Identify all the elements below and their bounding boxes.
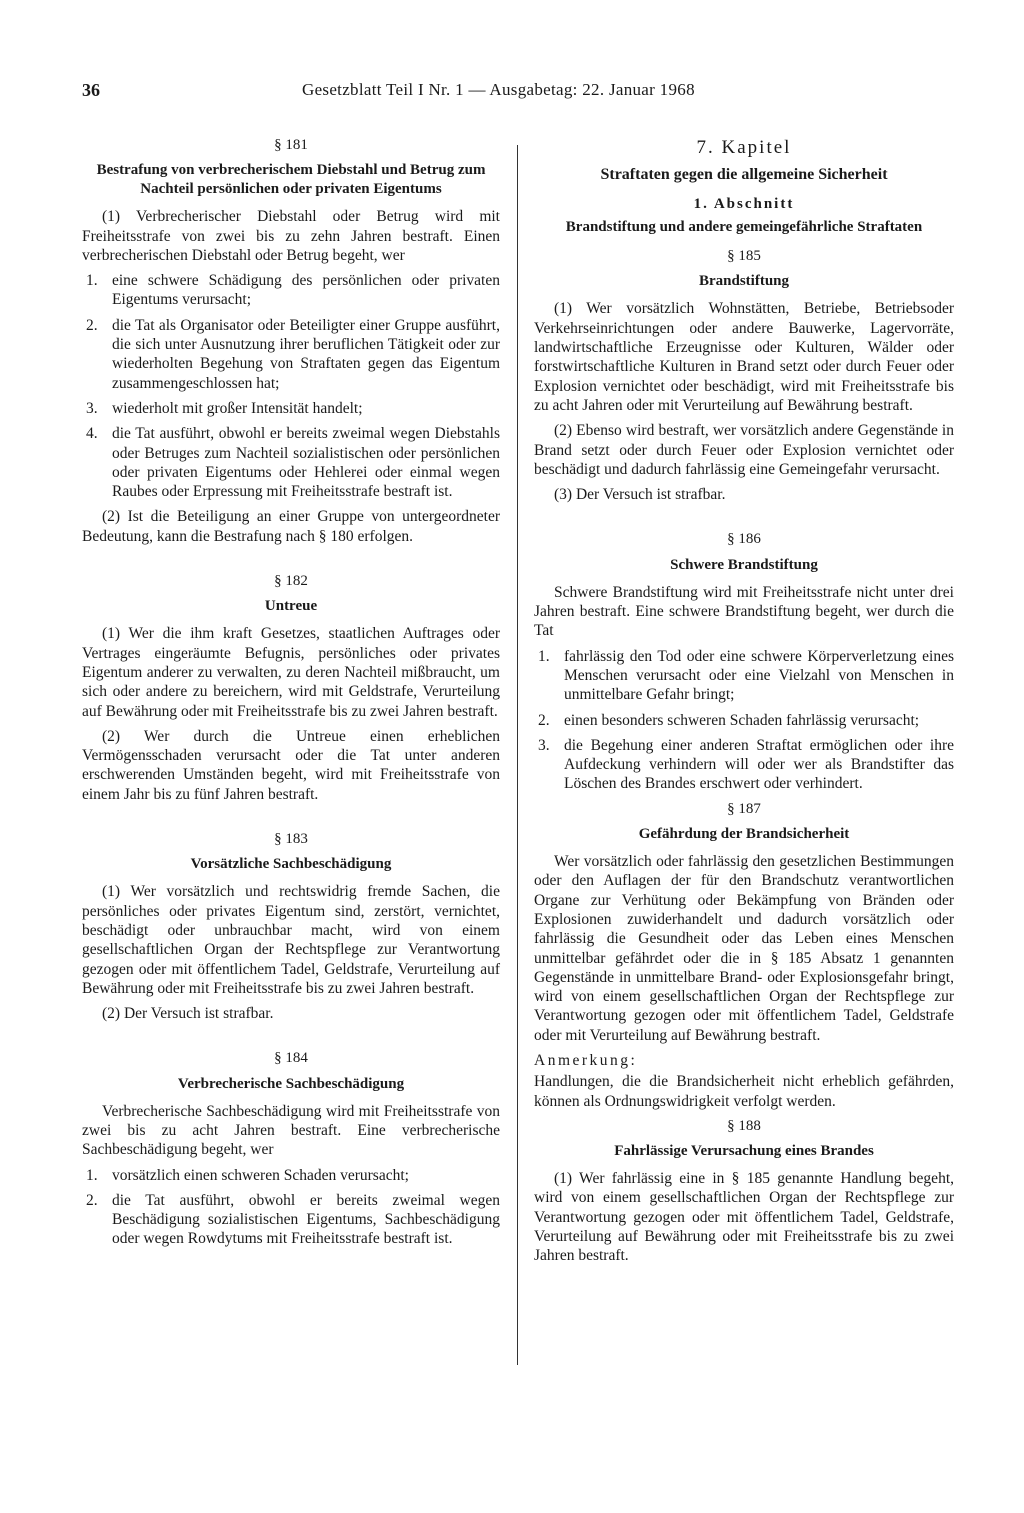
list-text: eine schwere Schädigung des persönlichen oder privaten Eigentums verursacht;: [112, 272, 500, 309]
section-number: § 183: [274, 831, 308, 848]
paragraph: Wer vorsätzlich oder fahrlässig den gesetzlichen Bestimmungen oder den Auflagen der für den Brandschutz verantwortlichen Organe zur Verhütung oder Bekämpfung von Bränden oder Explosionen zuwiderhandelt und dadurch vorsätzlich oder fahrlässig die Gesundheit oder das Leben eines Menschen unmittelbar gefährdet oder die in § 185 Absatz 1 genannten Gegenstände in unmittelbare Brand- oder Explosionsgefahr bringt, wird von einem gesellschaftlichen Organ der Rechtspflege zur Verantwortung gezogen oder mit öffentlichem Tadel, Geldstrafe oder mit Verurteilung auf Bewährung bestraft.: [534, 853, 954, 1044]
section-title: Fahrlässige Verursachung eines Brandes: [614, 1143, 874, 1160]
section-number: § 185: [727, 248, 761, 265]
section-title: Bestrafung von verbrecherischem Diebstahl und Betrug zum Nachteil persönlichen oder privaten Eigentums: [96, 162, 486, 198]
paragraph: (2) Ist die Beteiligung an einer Gruppe von untergeordneter Bedeutung, kann die Bestrafung nach § 180 erfolgen.: [82, 508, 500, 545]
section-number: § 181: [274, 137, 308, 153]
list-item: [82, 271, 500, 310]
chapter-title: Straftaten gegen die allgemeine Sicherheit: [600, 166, 888, 184]
paragraph: (1) Wer vorsätzlich und rechtswidrig fremde Sachen, die persönliches oder privates Eigentum sind, zerstört, vernichtet, beschädigt oder unbrauchbar macht, wird von einem gesellschaftlichen Organ der Rechtspflege zur Verantwortung gezogen oder mit öffentlichem Tadel, Geldstrafe, Verurteilung auf Bewährung oder mit Freiheitsstrafe bis zu zwei Jahren bestraft.: [82, 883, 500, 997]
section-title: Schwere Brandstiftung: [670, 556, 818, 573]
list-item: [534, 736, 954, 794]
paragraph: (1) Wer vorsätzlich Wohnstätten, Betriebe, Betriebsoder Verkehrseinrichtungen oder andere Bauwerke, Lagervorräte, landwirtschaftliche Erzeugnisse oder Kulturen, Wälder oder forstwirtschaftliche Kulturen in Brand setzt oder durch Feuer oder Explosion vernichtet oder beschädigt, wird mit Freiheitsstrafe bis zu acht Jahren oder mit Verurteilung auf Bewährung bestraft.: [534, 300, 954, 414]
list-text: die Tat als Organisator oder Beteiligter einer Gruppe ausführt, die sich unter Ausnutzung ihrer beruflichen Tätigkeit oder zur wiederholten Begehung von Straftaten gegen das Eigentum zusammengeschlossen hat;: [112, 316, 500, 392]
list-number: 3.: [538, 736, 550, 754]
list-item: [82, 399, 500, 418]
paragraph: (2) Der Versuch ist strafbar.: [102, 1005, 274, 1023]
list-text: die Tat ausführt, obwohl er bereits zweimal wegen Beschädigung sozialistischen Eigentums, Sachbeschädigung oder wegen Rowdytums mit Freiheitsstrafe bestraft ist.: [112, 1191, 500, 1248]
paragraph: (1) Wer die ihm kraft Gesetzes, staatlichen Auftrages oder Vertrages eingeräumte Befugnis, persönliches oder privates Eigentum anderer zu verwalten, zu deren Nachteil mißbraucht, um sich oder andere zu bereichern, wird mit Geldstrafe, Verurteilung auf Bewährung oder mit Freiheitsstrafe bis zu zwei Jahren bestraft.: [82, 625, 500, 720]
list-item: [534, 711, 954, 730]
subsection-heading: 1. Abschnitt: [693, 195, 795, 212]
note-text: Handlungen, die die Brandsicherheit nicht erheblich gefährden, können als Ordnungswidrigkeit verfolgt werden.: [534, 1073, 954, 1110]
paragraph: Verbrecherische Sachbeschädigung wird mit Freiheitsstrafe von zwei bis zu acht Jahren bestraft. Eine verbrecherische Sachbeschädigung begeht, wer: [82, 1102, 500, 1159]
list-item: [534, 647, 954, 705]
paragraph: (1) Wer fahrlässig eine in § 185 genannte Handlung begeht, wird von einem gesellschaftlichen Organ der Rechtspflege zur Verantwortung gezogen oder mit öffentlichem Tadel, Geldstrafe, Verurteilung auf Bewährung oder mit Freiheitsstrafe bis zu zwei Jahren bestraft.: [534, 1170, 954, 1265]
list-number: 1.: [86, 1166, 98, 1184]
list-number: 3.: [86, 399, 98, 417]
paragraph: Schwere Brandstiftung wird mit Freiheitsstrafe nicht unter drei Jahren bestraft. Eine schwere Brandstiftung begeht, wer durch die Tat: [534, 583, 954, 640]
list-number: 1.: [538, 647, 550, 665]
left-column: [82, 132, 500, 1255]
numbered-list: [82, 271, 500, 501]
paragraph: (2) Ebenso wird bestraft, wer vorsätzlich andere Gegenstände in Brand setzt oder durch Feuer oder Explosion vernichtet oder beschädigt und dadurch fahrlässig eine Gemeingefahr verursacht.: [534, 422, 954, 478]
list-item: [82, 1191, 500, 1249]
page-number: 36: [82, 80, 100, 100]
header-title: Gesetzblatt Teil I Nr. 1 — Ausgabetag: 22. Januar 1968: [302, 80, 695, 99]
list-item: [82, 1166, 500, 1185]
chapter-heading: 7. Kapitel: [696, 137, 792, 158]
column-divider: [517, 145, 518, 1365]
section-title: Untreue: [264, 598, 318, 615]
list-number: 2.: [86, 316, 98, 334]
numbered-list: [534, 647, 954, 794]
list-item: [82, 316, 500, 393]
list-number: 2.: [538, 711, 550, 729]
subsection-title: Brandstiftung und andere gemeingefährliche Straftaten: [565, 218, 923, 235]
paragraph: (2) Wer durch die Untreue einen erheblichen Vermögensschaden verursacht oder die Tat unter anderen erschwerenden Umständen begeht, wird mit Freiheitsstrafe von einem Jahr bis zu fünf Jahren bestraft.: [82, 727, 500, 803]
paragraph: (3) Der Versuch ist strafbar.: [554, 486, 726, 504]
list-number: 2.: [86, 1191, 98, 1209]
section-number: § 188: [727, 1117, 761, 1134]
list-text: vorsätzlich einen schweren Schaden verursacht;: [112, 1166, 409, 1184]
right-column: [534, 132, 954, 1272]
paragraph: (1) Verbrecherischer Diebstahl oder Betrug wird mit Freiheitsstrafe von zwei bis zu zehn Jahren bestraft. Einen verbrecherischen Diebstahl oder Betrug begeht, wer: [82, 208, 500, 264]
section-title: Brandstiftung: [698, 273, 790, 290]
section-title: Vorsätzliche Sachbeschädigung: [190, 856, 392, 873]
section-number: § 184: [274, 1050, 308, 1067]
section-number: § 187: [727, 800, 761, 817]
section-title: Verbrecherische Sachbeschädigung: [177, 1075, 405, 1092]
note-label: Anmerkung:: [534, 1051, 638, 1069]
list-text: wiederholt mit großer Intensität handelt;: [112, 399, 363, 417]
section-number: § 186: [727, 531, 761, 548]
section-title: Gefährdung der Brandsicherheit: [638, 826, 850, 843]
list-text: einen besonders schweren Schaden fahrlässig verursacht;: [564, 711, 920, 729]
page-header: [82, 80, 950, 106]
list-number: 4.: [86, 425, 98, 443]
numbered-list: [82, 1166, 500, 1249]
list-text: fahrlässig den Tod oder eine schwere Körperverletzung eines Menschen verursacht oder eine Vielzahl von Menschen in unmittelbare Gefahr bringt;: [564, 647, 954, 704]
list-number: 1.: [86, 272, 98, 290]
list-text: die Tat ausführt, obwohl er bereits zweimal wegen Diebstahls oder Betruges zum Nachteil sozialistischen oder persönlichen oder privaten Eigentums oder Hehlerei oder einmal wegen Raubes oder Erpressung mit Freiheitsstrafe bestraft ist.: [112, 425, 500, 501]
list-item: [82, 424, 500, 501]
list-text: die Begehung einer anderen Straftat ermöglichen oder ihre Aufdeckung verhindern will oder wer als Brandstifter das Löschen des Brandes erschwert oder verhindert.: [564, 736, 954, 793]
section-number: § 182: [274, 573, 308, 590]
